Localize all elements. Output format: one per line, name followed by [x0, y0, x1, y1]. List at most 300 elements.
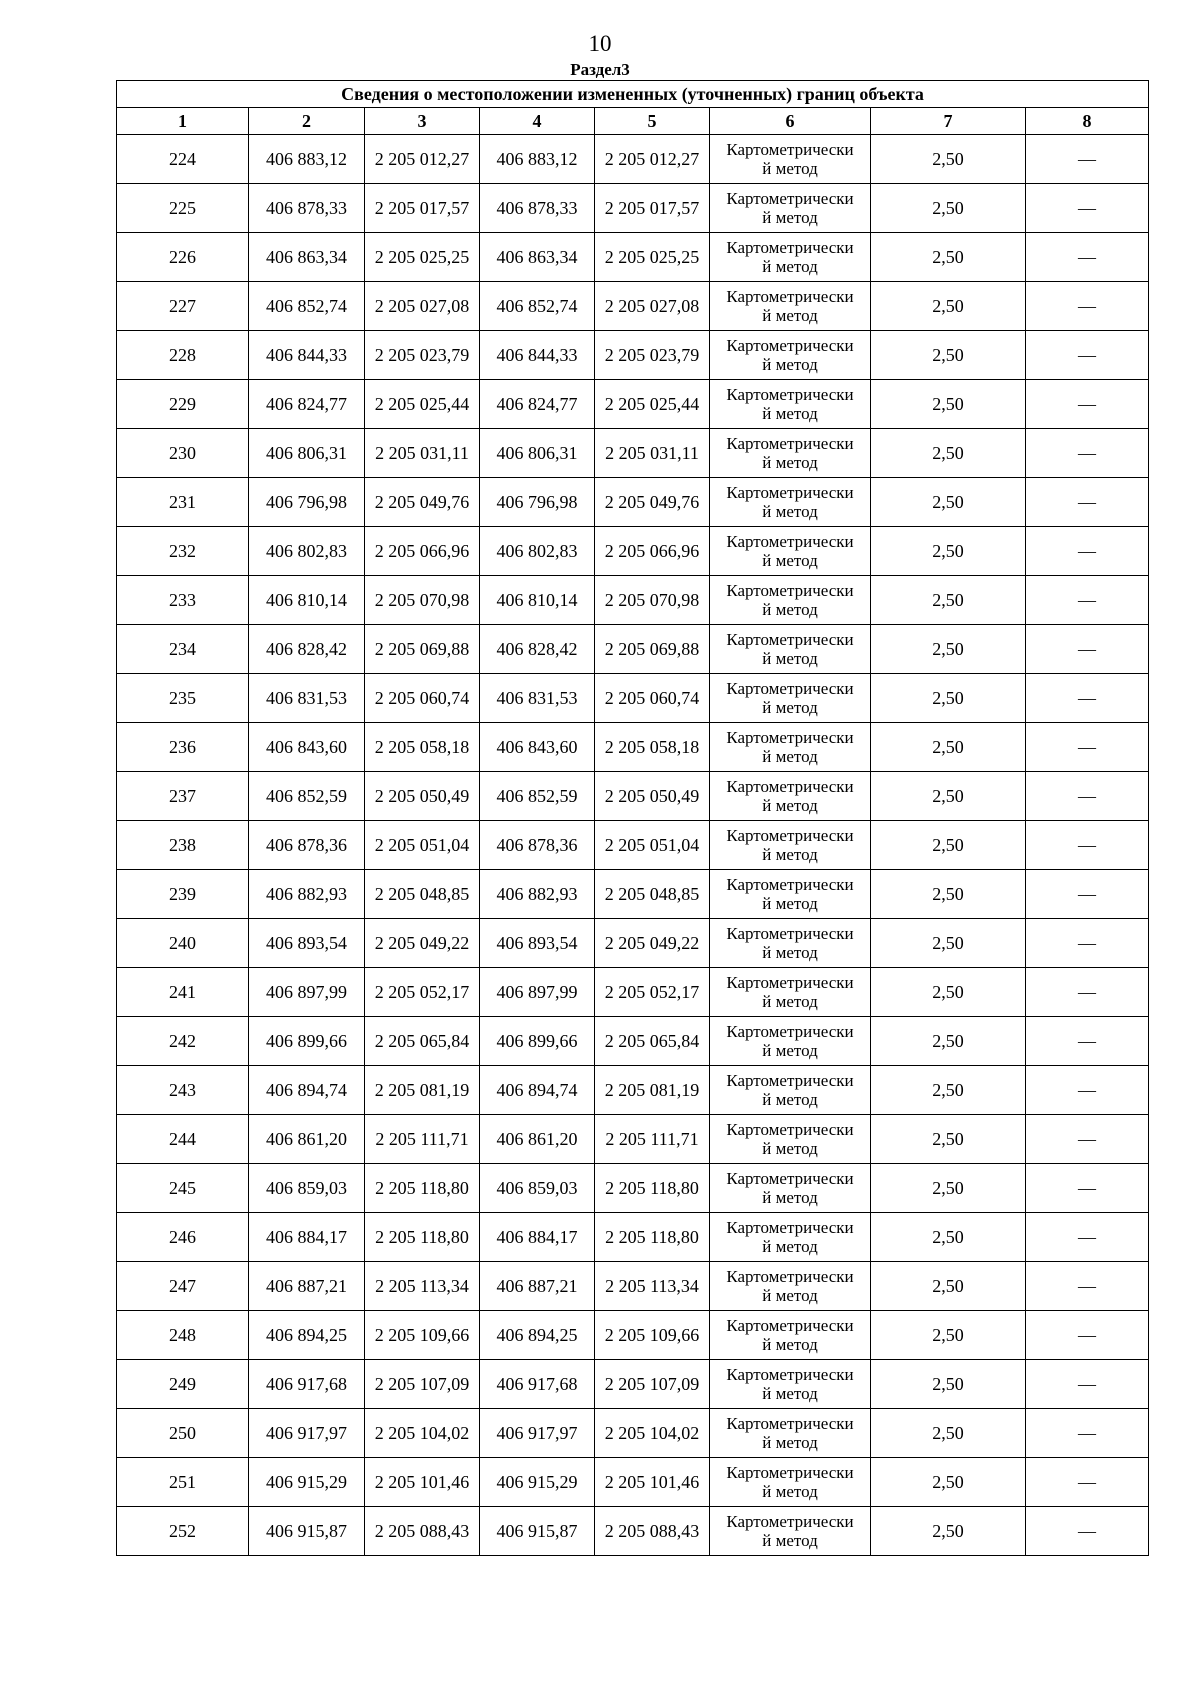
- table-row: [117, 1360, 1149, 1409]
- point-number-cell: 245: [117, 1164, 249, 1213]
- accuracy-cell: 2,50: [871, 1311, 1026, 1360]
- method-cell: [710, 1507, 871, 1556]
- method-line: Картометрически: [726, 630, 854, 649]
- x-coordinate-cell: 406 884,17: [249, 1213, 365, 1262]
- description-cell: —: [1026, 1213, 1149, 1262]
- method-cell: [710, 380, 871, 429]
- table-row: [117, 1409, 1149, 1458]
- method-line: й метод: [762, 355, 818, 374]
- method-line: й метод: [762, 208, 818, 227]
- table-row: [117, 1213, 1149, 1262]
- accuracy-cell: 2,50: [871, 1458, 1026, 1507]
- x-coordinate-cell: 406 831,53: [480, 674, 595, 723]
- point-number-cell: 250: [117, 1409, 249, 1458]
- method-cell: [710, 233, 871, 282]
- table-row: [117, 184, 1149, 233]
- x-coordinate-cell: 406 899,66: [480, 1017, 595, 1066]
- description-cell: —: [1026, 282, 1149, 331]
- method-line: й метод: [762, 1384, 818, 1403]
- y-coordinate-cell: 2 205 025,44: [365, 380, 480, 429]
- method-line: Картометрически: [726, 434, 854, 453]
- accuracy-cell: 2,50: [871, 870, 1026, 919]
- description-cell: —: [1026, 135, 1149, 184]
- table-row: [117, 1311, 1149, 1360]
- point-number-cell: 225: [117, 184, 249, 233]
- table-row: [117, 331, 1149, 380]
- y-coordinate-cell: 2 205 049,22: [595, 919, 710, 968]
- y-coordinate-cell: 2 205 109,66: [595, 1311, 710, 1360]
- method-line: й метод: [762, 1335, 818, 1354]
- accuracy-cell: 2,50: [871, 135, 1026, 184]
- point-number-cell: 230: [117, 429, 249, 478]
- y-coordinate-cell: 2 205 111,71: [365, 1115, 480, 1164]
- y-coordinate-cell: 2 205 111,71: [595, 1115, 710, 1164]
- table-row: [117, 919, 1149, 968]
- point-number-cell: 247: [117, 1262, 249, 1311]
- method-line: й метод: [762, 1531, 818, 1550]
- point-number-cell: 248: [117, 1311, 249, 1360]
- method-line: й метод: [762, 1286, 818, 1305]
- coordinates-table: [116, 80, 1149, 1556]
- description-cell: —: [1026, 1017, 1149, 1066]
- table-row: [117, 1164, 1149, 1213]
- column-header: 4: [480, 108, 595, 135]
- method-line: Картометрически: [726, 1218, 854, 1237]
- x-coordinate-cell: 406 843,60: [480, 723, 595, 772]
- description-cell: —: [1026, 625, 1149, 674]
- x-coordinate-cell: 406 917,97: [480, 1409, 595, 1458]
- y-coordinate-cell: 2 205 050,49: [365, 772, 480, 821]
- x-coordinate-cell: 406 863,34: [480, 233, 595, 282]
- point-number-cell: 232: [117, 527, 249, 576]
- description-cell: —: [1026, 331, 1149, 380]
- description-cell: —: [1026, 429, 1149, 478]
- method-line: й метод: [762, 257, 818, 276]
- method-line: Картометрически: [726, 1267, 854, 1286]
- y-coordinate-cell: 2 205 023,79: [365, 331, 480, 380]
- y-coordinate-cell: 2 205 118,80: [595, 1164, 710, 1213]
- accuracy-cell: 2,50: [871, 1409, 1026, 1458]
- table-row: [117, 380, 1149, 429]
- y-coordinate-cell: 2 205 060,74: [595, 674, 710, 723]
- x-coordinate-cell: 406 893,54: [480, 919, 595, 968]
- y-coordinate-cell: 2 205 066,96: [365, 527, 480, 576]
- method-cell: [710, 674, 871, 723]
- x-coordinate-cell: 406 883,12: [480, 135, 595, 184]
- description-cell: —: [1026, 1164, 1149, 1213]
- x-coordinate-cell: 406 917,97: [249, 1409, 365, 1458]
- point-number-cell: 224: [117, 135, 249, 184]
- y-coordinate-cell: 2 205 069,88: [365, 625, 480, 674]
- y-coordinate-cell: 2 205 109,66: [365, 1311, 480, 1360]
- y-coordinate-cell: 2 205 017,57: [595, 184, 710, 233]
- y-coordinate-cell: 2 205 070,98: [595, 576, 710, 625]
- point-number-cell: 236: [117, 723, 249, 772]
- table-row: [117, 429, 1149, 478]
- x-coordinate-cell: 406 894,74: [480, 1066, 595, 1115]
- description-cell: —: [1026, 1115, 1149, 1164]
- x-coordinate-cell: 406 915,29: [480, 1458, 595, 1507]
- x-coordinate-cell: 406 831,53: [249, 674, 365, 723]
- y-coordinate-cell: 2 205 049,76: [365, 478, 480, 527]
- method-cell: [710, 968, 871, 1017]
- description-cell: —: [1026, 1066, 1149, 1115]
- method-line: й метод: [762, 159, 818, 178]
- method-line: й метод: [762, 306, 818, 325]
- method-line: й метод: [762, 1482, 818, 1501]
- method-cell: [710, 1262, 871, 1311]
- description-cell: —: [1026, 723, 1149, 772]
- table-row: [117, 1458, 1149, 1507]
- description-cell: —: [1026, 1262, 1149, 1311]
- description-cell: —: [1026, 772, 1149, 821]
- method-cell: [710, 1017, 871, 1066]
- accuracy-cell: 2,50: [871, 919, 1026, 968]
- y-coordinate-cell: 2 205 012,27: [595, 135, 710, 184]
- accuracy-cell: 2,50: [871, 1115, 1026, 1164]
- x-coordinate-cell: 406 843,60: [249, 723, 365, 772]
- table-row: [117, 968, 1149, 1017]
- method-line: Картометрически: [726, 532, 854, 551]
- x-coordinate-cell: 406 917,68: [480, 1360, 595, 1409]
- x-coordinate-cell: 406 878,36: [249, 821, 365, 870]
- table-body: [117, 135, 1149, 1556]
- y-coordinate-cell: 2 205 113,34: [365, 1262, 480, 1311]
- point-number-cell: 228: [117, 331, 249, 380]
- point-number-cell: 239: [117, 870, 249, 919]
- table-row: [117, 674, 1149, 723]
- table-row: [117, 576, 1149, 625]
- point-number-cell: 249: [117, 1360, 249, 1409]
- point-number-cell: 251: [117, 1458, 249, 1507]
- y-coordinate-cell: 2 205 051,04: [365, 821, 480, 870]
- column-header: 1: [117, 108, 249, 135]
- y-coordinate-cell: 2 205 088,43: [595, 1507, 710, 1556]
- method-line: Картометрически: [726, 1512, 854, 1531]
- method-line: Картометрически: [726, 140, 854, 159]
- method-cell: [710, 821, 871, 870]
- method-line: й метод: [762, 1090, 818, 1109]
- description-cell: —: [1026, 527, 1149, 576]
- x-coordinate-cell: 406 796,98: [249, 478, 365, 527]
- accuracy-cell: 2,50: [871, 968, 1026, 1017]
- method-line: й метод: [762, 698, 818, 717]
- x-coordinate-cell: 406 810,14: [480, 576, 595, 625]
- accuracy-cell: 2,50: [871, 1213, 1026, 1262]
- table-row: [117, 870, 1149, 919]
- method-line: Картометрически: [726, 336, 854, 355]
- y-coordinate-cell: 2 205 104,02: [365, 1409, 480, 1458]
- accuracy-cell: 2,50: [871, 478, 1026, 527]
- x-coordinate-cell: 406 861,20: [249, 1115, 365, 1164]
- x-coordinate-cell: 406 884,17: [480, 1213, 595, 1262]
- accuracy-cell: 2,50: [871, 1017, 1026, 1066]
- y-coordinate-cell: 2 205 031,11: [595, 429, 710, 478]
- point-number-cell: 238: [117, 821, 249, 870]
- accuracy-cell: 2,50: [871, 527, 1026, 576]
- y-coordinate-cell: 2 205 070,98: [365, 576, 480, 625]
- x-coordinate-cell: 406 915,87: [480, 1507, 595, 1556]
- description-cell: —: [1026, 1311, 1149, 1360]
- x-coordinate-cell: 406 894,25: [249, 1311, 365, 1360]
- accuracy-cell: 2,50: [871, 1262, 1026, 1311]
- y-coordinate-cell: 2 205 060,74: [365, 674, 480, 723]
- method-cell: [710, 1458, 871, 1507]
- method-line: й метод: [762, 600, 818, 619]
- y-coordinate-cell: 2 205 049,22: [365, 919, 480, 968]
- accuracy-cell: 2,50: [871, 1066, 1026, 1115]
- method-cell: [710, 1311, 871, 1360]
- x-coordinate-cell: 406 897,99: [249, 968, 365, 1017]
- method-cell: [710, 919, 871, 968]
- method-line: Картометрически: [726, 924, 854, 943]
- method-cell: [710, 478, 871, 527]
- y-coordinate-cell: 2 205 027,08: [365, 282, 480, 331]
- table-row: [117, 282, 1149, 331]
- y-coordinate-cell: 2 205 101,46: [595, 1458, 710, 1507]
- description-cell: —: [1026, 1507, 1149, 1556]
- y-coordinate-cell: 2 205 069,88: [595, 625, 710, 674]
- x-coordinate-cell: 406 893,54: [249, 919, 365, 968]
- y-coordinate-cell: 2 205 104,02: [595, 1409, 710, 1458]
- y-coordinate-cell: 2 205 025,25: [365, 233, 480, 282]
- accuracy-cell: 2,50: [871, 233, 1026, 282]
- y-coordinate-cell: 2 205 065,84: [365, 1017, 480, 1066]
- column-header: 7: [871, 108, 1026, 135]
- accuracy-cell: 2,50: [871, 184, 1026, 233]
- x-coordinate-cell: 406 887,21: [249, 1262, 365, 1311]
- x-coordinate-cell: 406 844,33: [480, 331, 595, 380]
- x-coordinate-cell: 406 844,33: [249, 331, 365, 380]
- point-number-cell: 243: [117, 1066, 249, 1115]
- x-coordinate-cell: 406 894,25: [480, 1311, 595, 1360]
- method-line: й метод: [762, 894, 818, 913]
- x-coordinate-cell: 406 802,83: [480, 527, 595, 576]
- method-line: Картометрически: [726, 728, 854, 747]
- y-coordinate-cell: 2 205 066,96: [595, 527, 710, 576]
- y-coordinate-cell: 2 205 101,46: [365, 1458, 480, 1507]
- y-coordinate-cell: 2 205 081,19: [365, 1066, 480, 1115]
- x-coordinate-cell: 406 852,59: [249, 772, 365, 821]
- description-cell: —: [1026, 1360, 1149, 1409]
- y-coordinate-cell: 2 205 088,43: [365, 1507, 480, 1556]
- table-row: [117, 772, 1149, 821]
- method-cell: [710, 184, 871, 233]
- method-line: Картометрически: [726, 385, 854, 404]
- y-coordinate-cell: 2 205 118,80: [365, 1213, 480, 1262]
- method-cell: [710, 576, 871, 625]
- x-coordinate-cell: 406 878,33: [480, 184, 595, 233]
- point-number-cell: 229: [117, 380, 249, 429]
- accuracy-cell: 2,50: [871, 380, 1026, 429]
- y-coordinate-cell: 2 205 050,49: [595, 772, 710, 821]
- x-coordinate-cell: 406 802,83: [249, 527, 365, 576]
- method-line: Картометрически: [726, 1071, 854, 1090]
- x-coordinate-cell: 406 882,93: [249, 870, 365, 919]
- y-coordinate-cell: 2 205 048,85: [595, 870, 710, 919]
- description-cell: —: [1026, 919, 1149, 968]
- point-number-cell: 226: [117, 233, 249, 282]
- description-cell: —: [1026, 576, 1149, 625]
- table-row: [117, 723, 1149, 772]
- column-header: 6: [710, 108, 871, 135]
- y-coordinate-cell: 2 205 031,11: [365, 429, 480, 478]
- x-coordinate-cell: 406 828,42: [480, 625, 595, 674]
- x-coordinate-cell: 406 883,12: [249, 135, 365, 184]
- y-coordinate-cell: 2 205 012,27: [365, 135, 480, 184]
- x-coordinate-cell: 406 852,74: [480, 282, 595, 331]
- method-cell: [710, 625, 871, 674]
- y-coordinate-cell: 2 205 107,09: [365, 1360, 480, 1409]
- accuracy-cell: 2,50: [871, 1164, 1026, 1213]
- method-line: Картометрически: [726, 1463, 854, 1482]
- method-cell: [710, 135, 871, 184]
- point-number-cell: 242: [117, 1017, 249, 1066]
- point-number-cell: 241: [117, 968, 249, 1017]
- y-coordinate-cell: 2 205 081,19: [595, 1066, 710, 1115]
- method-cell: [710, 429, 871, 478]
- method-line: й метод: [762, 747, 818, 766]
- table-row: [117, 233, 1149, 282]
- table-row: [117, 1507, 1149, 1556]
- table-row: [117, 1262, 1149, 1311]
- description-cell: —: [1026, 380, 1149, 429]
- method-line: й метод: [762, 796, 818, 815]
- method-line: й метод: [762, 992, 818, 1011]
- method-cell: [710, 1409, 871, 1458]
- method-line: й метод: [762, 1433, 818, 1452]
- accuracy-cell: 2,50: [871, 1507, 1026, 1556]
- accuracy-cell: 2,50: [871, 674, 1026, 723]
- x-coordinate-cell: 406 917,68: [249, 1360, 365, 1409]
- x-coordinate-cell: 406 859,03: [249, 1164, 365, 1213]
- method-line: й метод: [762, 1139, 818, 1158]
- x-coordinate-cell: 406 852,59: [480, 772, 595, 821]
- method-line: Картометрически: [726, 826, 854, 845]
- description-cell: —: [1026, 478, 1149, 527]
- point-number-cell: 233: [117, 576, 249, 625]
- description-cell: —: [1026, 674, 1149, 723]
- x-coordinate-cell: 406 863,34: [249, 233, 365, 282]
- description-cell: —: [1026, 184, 1149, 233]
- point-number-cell: 252: [117, 1507, 249, 1556]
- x-coordinate-cell: 406 824,77: [480, 380, 595, 429]
- column-header-row: [117, 108, 1149, 135]
- column-header: 5: [595, 108, 710, 135]
- method-cell: [710, 772, 871, 821]
- method-line: Картометрически: [726, 1414, 854, 1433]
- accuracy-cell: 2,50: [871, 282, 1026, 331]
- point-number-cell: 237: [117, 772, 249, 821]
- method-line: й метод: [762, 551, 818, 570]
- accuracy-cell: 2,50: [871, 429, 1026, 478]
- y-coordinate-cell: 2 205 051,04: [595, 821, 710, 870]
- y-coordinate-cell: 2 205 048,85: [365, 870, 480, 919]
- accuracy-cell: 2,50: [871, 1360, 1026, 1409]
- description-cell: —: [1026, 870, 1149, 919]
- accuracy-cell: 2,50: [871, 723, 1026, 772]
- method-line: Картометрически: [726, 875, 854, 894]
- method-line: й метод: [762, 649, 818, 668]
- method-cell: [710, 1066, 871, 1115]
- x-coordinate-cell: 406 859,03: [480, 1164, 595, 1213]
- method-line: Картометрически: [726, 1169, 854, 1188]
- description-cell: —: [1026, 1458, 1149, 1507]
- method-line: Картометрически: [726, 238, 854, 257]
- method-cell: [710, 1115, 871, 1164]
- table-row: [117, 625, 1149, 674]
- accuracy-cell: 2,50: [871, 821, 1026, 870]
- point-number-cell: 240: [117, 919, 249, 968]
- method-line: Картометрически: [726, 1316, 854, 1335]
- table-row: [117, 135, 1149, 184]
- y-coordinate-cell: 2 205 065,84: [595, 1017, 710, 1066]
- section-title: Раздел3: [570, 60, 630, 79]
- y-coordinate-cell: 2 205 017,57: [365, 184, 480, 233]
- description-cell: —: [1026, 821, 1149, 870]
- y-coordinate-cell: 2 205 118,80: [595, 1213, 710, 1262]
- x-coordinate-cell: 406 796,98: [480, 478, 595, 527]
- accuracy-cell: 2,50: [871, 625, 1026, 674]
- description-cell: —: [1026, 968, 1149, 1017]
- y-coordinate-cell: 2 205 052,17: [595, 968, 710, 1017]
- x-coordinate-cell: 406 878,33: [249, 184, 365, 233]
- method-line: Картометрически: [726, 1022, 854, 1041]
- point-number-cell: 231: [117, 478, 249, 527]
- y-coordinate-cell: 2 205 025,25: [595, 233, 710, 282]
- description-cell: —: [1026, 233, 1149, 282]
- method-line: Картометрически: [726, 581, 854, 600]
- method-line: й метод: [762, 943, 818, 962]
- method-line: й метод: [762, 1237, 818, 1256]
- y-coordinate-cell: 2 205 107,09: [595, 1360, 710, 1409]
- y-coordinate-cell: 2 205 025,44: [595, 380, 710, 429]
- point-number-cell: 235: [117, 674, 249, 723]
- x-coordinate-cell: 406 824,77: [249, 380, 365, 429]
- y-coordinate-cell: 2 205 118,80: [365, 1164, 480, 1213]
- method-cell: [710, 331, 871, 380]
- accuracy-cell: 2,50: [871, 331, 1026, 380]
- x-coordinate-cell: 406 899,66: [249, 1017, 365, 1066]
- method-cell: [710, 1360, 871, 1409]
- method-cell: [710, 1213, 871, 1262]
- table-row: [117, 1017, 1149, 1066]
- method-line: й метод: [762, 404, 818, 423]
- table-row: [117, 527, 1149, 576]
- method-cell: [710, 282, 871, 331]
- y-coordinate-cell: 2 205 049,76: [595, 478, 710, 527]
- y-coordinate-cell: 2 205 052,17: [365, 968, 480, 1017]
- accuracy-cell: 2,50: [871, 576, 1026, 625]
- x-coordinate-cell: 406 806,31: [480, 429, 595, 478]
- method-line: й метод: [762, 845, 818, 864]
- method-line: Картометрически: [726, 287, 854, 306]
- x-coordinate-cell: 406 882,93: [480, 870, 595, 919]
- table-caption: Сведения о местоположении измененных (уточненных) границ объекта: [117, 81, 1149, 108]
- x-coordinate-cell: 406 828,42: [249, 625, 365, 674]
- method-line: Картометрически: [726, 777, 854, 796]
- method-cell: [710, 1164, 871, 1213]
- x-coordinate-cell: 406 887,21: [480, 1262, 595, 1311]
- y-coordinate-cell: 2 205 027,08: [595, 282, 710, 331]
- y-coordinate-cell: 2 205 058,18: [365, 723, 480, 772]
- table-row: [117, 1115, 1149, 1164]
- y-coordinate-cell: 2 205 058,18: [595, 723, 710, 772]
- description-cell: —: [1026, 1409, 1149, 1458]
- point-number-cell: 234: [117, 625, 249, 674]
- x-coordinate-cell: 406 861,20: [480, 1115, 595, 1164]
- method-line: Картометрически: [726, 483, 854, 502]
